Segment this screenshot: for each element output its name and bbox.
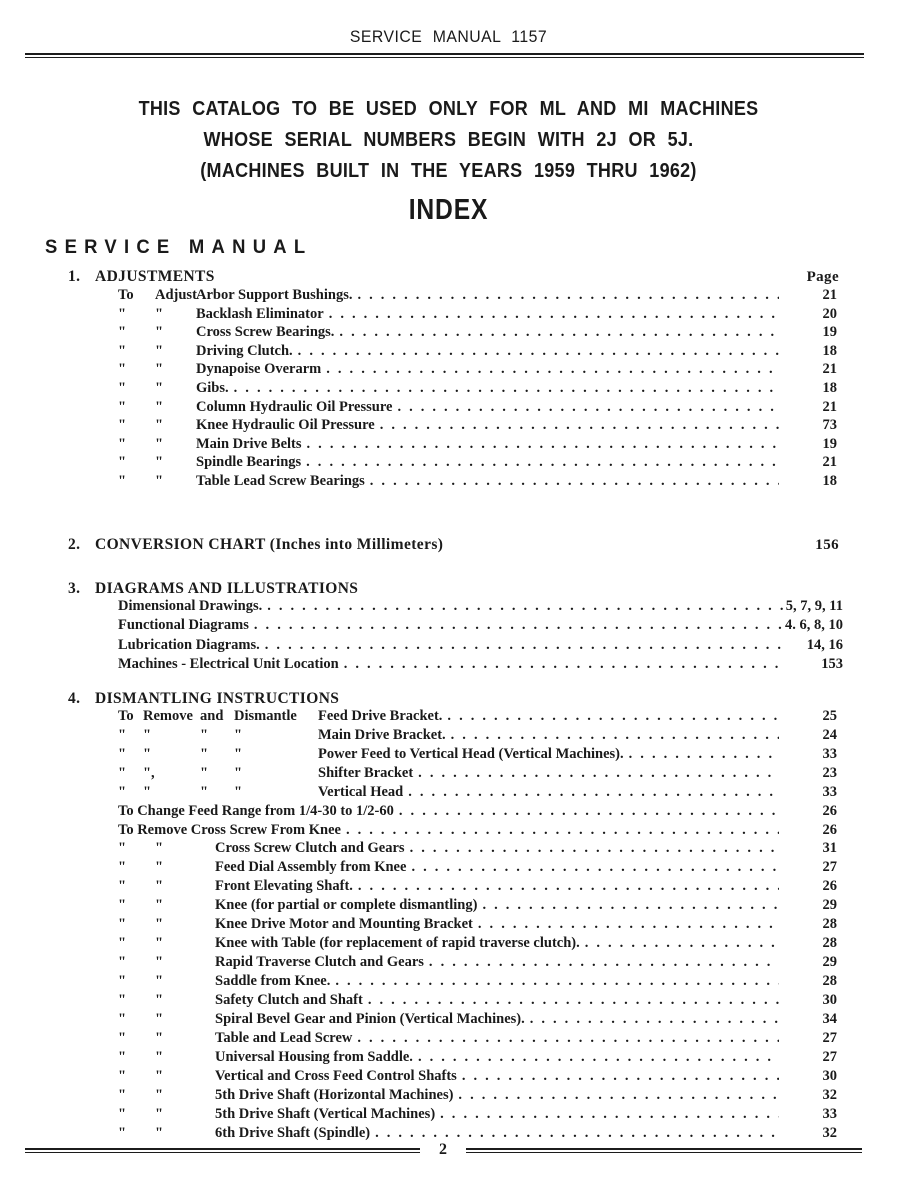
toc-row [118,417,845,436]
footer-rule-right [466,1148,862,1153]
ditto-mark: " [200,726,209,743]
dot-leader [357,287,779,304]
toc-row [118,287,845,306]
dot-leader [418,765,779,782]
ditto-mark: " [118,935,127,952]
dot-leader [375,1125,779,1142]
section-adjustments [0,267,897,492]
toc-item-label: Arbor Support Bushings. [196,287,353,303]
running-head-title: SERVICE MANUAL 1157 [349,27,548,46]
toc-item-label: Machines - Electrical Unit Location [118,656,339,673]
ditto-mark: " [155,472,164,489]
toc-page-number: 20 [822,305,837,322]
dot-leader [380,417,779,434]
dot-leader [399,803,779,820]
dot-leader [370,473,779,490]
toc-item-label: Shifter Bracket [318,764,414,781]
toc-item-label: 6th Drive Shaft (Spindle) [215,1124,371,1141]
toc-page-number: 14, 16 [806,636,843,653]
section-heading [68,535,845,555]
ditto-mark: " [118,783,127,800]
toc-item-label: Backlash Eliminator [196,305,324,322]
toc-page-number: 19 [822,435,837,452]
toc-row [118,859,845,878]
toc-item-label: Spindle Bearings [196,454,302,471]
toc-item-label: Rapid Traverse Clutch and Gears [215,954,424,971]
ditto-mark: " [118,878,127,895]
toc-page-number: 27 [822,1029,837,1046]
dot-leader [254,617,783,634]
ditto-mark: " [155,1048,164,1065]
ditto-mark: " [118,324,127,341]
toc-page-number: 27 [822,1048,837,1065]
header-rule [25,53,864,58]
dot-leader [447,708,779,725]
toc-row [118,399,845,418]
dot-leader [629,746,779,763]
dot-leader [408,784,779,801]
section-number: 1. [68,268,81,285]
page-footer [0,1141,897,1159]
ditto-mark: " [155,954,164,971]
ditto-mark: " [155,878,164,895]
ditto-mark: " [155,1086,164,1103]
ditto-mark: " [118,379,127,396]
toc-page-number: 32 [822,1124,837,1141]
ditto-mark: " [155,417,164,434]
toc-row [118,897,845,916]
toc-row [118,656,845,676]
dot-leader [346,822,779,839]
toc-item-label: Front Elevating Shaft. [215,878,353,895]
dot-leader [265,637,785,654]
dot-leader [440,1106,779,1123]
ditto-mark: ", [143,764,155,781]
toc-row [118,1087,845,1106]
dot-leader [234,380,779,397]
section-diagrams [0,579,897,676]
toc-item-label: Knee (for partial or complete dismantling) [215,897,478,914]
ditto-mark: " [118,1029,127,1046]
ditto-mark: " [200,764,209,781]
dot-leader [530,1011,779,1028]
toc-item-label: Dynapoise Overarm [196,361,322,378]
toc-row [118,878,845,897]
toc-row [118,306,845,325]
toc-page-number: 28 [822,973,837,990]
toc-item-label: Driving Clutch. [196,342,293,359]
toc-page-number: 25 [822,707,837,724]
toc-page-number: 21 [822,454,837,471]
toc-row [118,954,845,973]
ditto-mark: " [118,897,127,914]
dot-leader [329,306,779,323]
section-title: DIAGRAMS AND ILLUSTRATIONS [95,579,359,597]
toc-page-number: 19 [822,324,837,341]
dot-leader [418,1049,779,1066]
ditto-mark: " [155,1067,164,1084]
ditto-mark: " [118,398,127,415]
ditto-mark: " [155,361,164,378]
ditto-mark: " [155,1029,164,1046]
ditto-mark: " [118,342,127,359]
notice-line-3: (MACHINES BUILT IN THE YEARS 1959 THRU 1962) [200,160,697,182]
toc-item-label: Lubrication Diagrams. [118,636,260,653]
toc-row [118,727,845,746]
toc-row [118,617,845,637]
ditto-mark: " [155,1124,164,1141]
dot-leader [410,840,779,857]
ditto-mark: " [155,342,164,359]
toc-page-number: 28 [822,935,837,952]
dot-leader [358,878,779,895]
section-title: DISMANTLING INSTRUCTIONS [95,689,340,707]
notice-block [0,94,897,187]
toc-page-number: 32 [822,1086,837,1103]
toc-item-label: Main Drive Bracket. [318,726,446,743]
ditto-mark: " [155,305,164,322]
dot-leader [335,973,779,990]
ditto-mark: " [118,859,127,876]
toc-page-number: 18 [822,342,837,359]
ditto-mark: " [155,435,164,452]
ditto-mark: " [118,472,127,489]
toc-row [118,916,845,935]
ditto-mark: " [155,379,164,396]
ditto-mark: " [118,417,127,434]
ditto-mark: and [200,707,224,724]
toc-item-label: To Change Feed Range from 1/4-30 to 1/2-60 [118,802,394,819]
toc-item-label: Knee Hydraulic Oil Pressure [196,417,375,434]
toc-item-label: 5th Drive Shaft (Vertical Machines) [215,1105,436,1122]
toc-item-label: Gibs. [196,379,229,396]
ditto-mark: " [118,991,127,1008]
ditto-mark: " [155,859,164,876]
toc-page-number: 33 [822,1105,837,1122]
ditto-mark: " [200,783,209,800]
toc-row [118,1068,845,1087]
ditto-mark: " [143,745,152,762]
dot-leader [411,859,779,876]
toc-page-number: 26 [822,878,837,895]
toc-page-number: 27 [822,859,837,876]
toc-row [118,992,845,1011]
ditto-mark: " [118,305,127,322]
toc-row [118,1049,845,1068]
toc-item-label: Column Hydraulic Oil Pressure [196,398,393,415]
toc-item-label: Power Feed to Vertical Head (Vertical Machines). [318,745,624,762]
dot-leader [451,727,779,744]
dot-leader [462,1068,779,1085]
notice-line-2: WHOSE SERIAL NUMBERS BEGIN WITH 2J OR 5J. [203,129,694,151]
toc-row [118,803,845,822]
toc-item-label: Dimensional Drawings. [118,597,263,614]
toc-page-number: 21 [822,398,837,415]
toc-row [118,361,845,380]
toc-item-label: Functional Diagrams [118,617,249,634]
adjustments-list [118,287,845,492]
toc-item-label: Knee Drive Motor and Mounting Bracket [215,916,473,933]
toc-item-label: Spiral Bevel Gear and Pinion (Vertical Machines). [215,1010,525,1027]
toc-page-number: 21 [822,361,837,378]
dismantling-list-b [118,840,845,1143]
footer-page-number: 2 [439,1141,447,1158]
toc-item-label: Saddle from Knee. [215,973,331,990]
ditto-mark: " [234,764,243,781]
ditto-mark: " [155,916,164,933]
toc-page-number: 34 [822,1010,837,1027]
toc-row [118,840,845,859]
toc-item-label: Safety Clutch and Shaft [215,991,363,1008]
toc-row [118,1011,845,1030]
toc-row [118,935,845,954]
toc-page-number: 24 [822,726,837,743]
dot-leader [429,954,779,971]
section-heading [68,579,845,598]
toc-page-number: 28 [822,916,837,933]
section-title: ADJUSTMENTS [95,268,215,285]
toc-page-number: 5, 7, 9, 11 [785,597,843,614]
ditto-mark: " [143,726,152,743]
ditto-mark: " [118,916,127,933]
dot-leader [357,1030,779,1047]
toc-page-number: 73 [822,417,837,434]
toc-page-number: 31 [822,840,837,857]
diagrams-list [118,598,845,676]
dot-leader [478,916,779,933]
ditto-mark: " [118,840,127,857]
toc-row [118,343,845,362]
toc-item-label: Vertical and Cross Feed Control Shafts [215,1067,457,1084]
dot-leader [397,399,779,416]
toc-row [118,1106,845,1125]
page-column-label: Page [806,269,839,285]
dot-leader [339,324,779,341]
toc-row [118,746,845,765]
ditto-mark: " [234,726,243,743]
toc-row [118,822,845,841]
toc-row [118,324,845,343]
ditto-mark: " [155,454,164,471]
toc-item-label: Cross Screw Clutch and Gears [215,840,405,857]
toc-row [118,598,845,618]
toc-page-number: 29 [822,897,837,914]
ditto-mark: " [118,1048,127,1065]
toc-page-number: 33 [822,783,837,800]
ditto-mark: " [118,726,127,743]
ditto-mark: Adjust [155,287,197,303]
dismantling-list-a [118,708,845,803]
toc-row [118,454,845,473]
dot-leader [298,343,779,360]
toc-item-label: Knee with Table (for replacement of rapid traverse clutch). [215,935,580,952]
toc-item-label: Universal Housing from Saddle. [215,1048,413,1065]
ditto-mark: " [234,745,243,762]
toc-page-number: 30 [822,991,837,1008]
toc-row [118,436,845,455]
ditto-mark: " [118,1124,127,1141]
toc-row [118,637,845,657]
ditto-mark: " [200,745,209,762]
toc-row [118,765,845,784]
toc-item-label: 5th Drive Shaft (Horizontal Machines) [215,1086,454,1103]
index-title: INDEX [408,194,489,226]
toc-item-label: Main Drive Belts [196,435,302,452]
dot-leader [326,361,779,378]
notice-line-1: THIS CATALOG TO BE USED ONLY FOR ML AND MI MACHINES [138,98,759,120]
toc-page-number: 26 [822,821,837,838]
ditto-mark: " [155,1010,164,1027]
toc-row [118,784,845,803]
section-conversion-chart [0,535,897,555]
ditto-mark: " [234,783,243,800]
section-number: 4. [68,689,81,707]
ditto-mark: " [118,954,127,971]
dot-leader [585,935,779,952]
toc-item-label: Table Lead Screw Bearings [196,472,365,489]
toc-item-label: Vertical Head [318,783,404,800]
dot-leader [482,897,779,914]
dot-leader [458,1087,779,1104]
toc-page-number: 156 [815,536,839,553]
ditto-mark: " [118,361,127,378]
toc-row [118,473,845,492]
dot-leader [344,656,785,673]
dot-leader [306,454,779,471]
dot-leader [267,598,784,615]
ditto-mark: " [118,1086,127,1103]
toc-page-number: 153 [821,656,843,673]
toc-page-number: 18 [822,472,837,489]
ditto-mark: " [155,991,164,1008]
ditto-mark: " [155,1105,164,1122]
section-number: 2. [68,535,81,553]
ditto-mark: " [118,1105,127,1122]
toc-item-label: Cross Screw Bearings. [196,324,335,341]
toc-page-number: 21 [822,287,837,303]
toc-row [118,380,845,399]
ditto-mark: " [155,935,164,952]
ditto-mark: " [118,1010,127,1027]
toc-row [118,708,845,727]
ditto-mark: " [155,973,164,990]
toc-page-number: 30 [822,1067,837,1084]
ditto-mark: " [118,435,127,452]
ditto-mark: To [118,287,134,303]
toc-item-label: Feed Dial Assembly from Knee [215,859,407,876]
ditto-mark: " [143,783,152,800]
toc-page-number: 29 [822,954,837,971]
service-manual-heading: SERVICE MANUAL [45,237,313,258]
toc-page-number: 4. 6, 8, 10 [785,617,843,634]
dot-leader [307,436,779,453]
toc-row [118,973,845,992]
ditto-mark: " [155,398,164,415]
section-title: CONVERSION CHART (Inches into Millimeters) [95,535,444,553]
ditto-mark: Remove [143,707,193,724]
toc-page-number: 26 [822,802,837,819]
toc-page-number: 23 [822,764,837,781]
ditto-mark: To [118,707,134,724]
ditto-mark: " [118,1067,127,1084]
toc-item-label: To Remove Cross Screw From Knee [118,821,341,838]
dismantling-list-full [118,803,845,841]
ditto-mark: " [155,324,164,341]
ditto-mark: " [118,745,127,762]
footer-rule-left [25,1148,420,1153]
toc-page-number: 33 [822,745,837,762]
ditto-mark: " [155,840,164,857]
ditto-mark: " [118,764,127,781]
section-dismantling [0,689,897,1144]
section-heading [68,689,845,708]
ditto-mark: " [118,973,127,990]
section-heading [68,267,845,287]
toc-item-label: Feed Drive Bracket. [318,707,443,724]
ditto-mark: " [118,454,127,471]
ditto-mark: Dismantle [234,707,297,724]
section-number: 3. [68,579,81,597]
ditto-mark: " [155,897,164,914]
toc-page-number: 18 [822,379,837,396]
toc-item-label: Table and Lead Screw [215,1029,353,1046]
dot-leader [368,992,779,1009]
toc-row [118,1030,845,1049]
